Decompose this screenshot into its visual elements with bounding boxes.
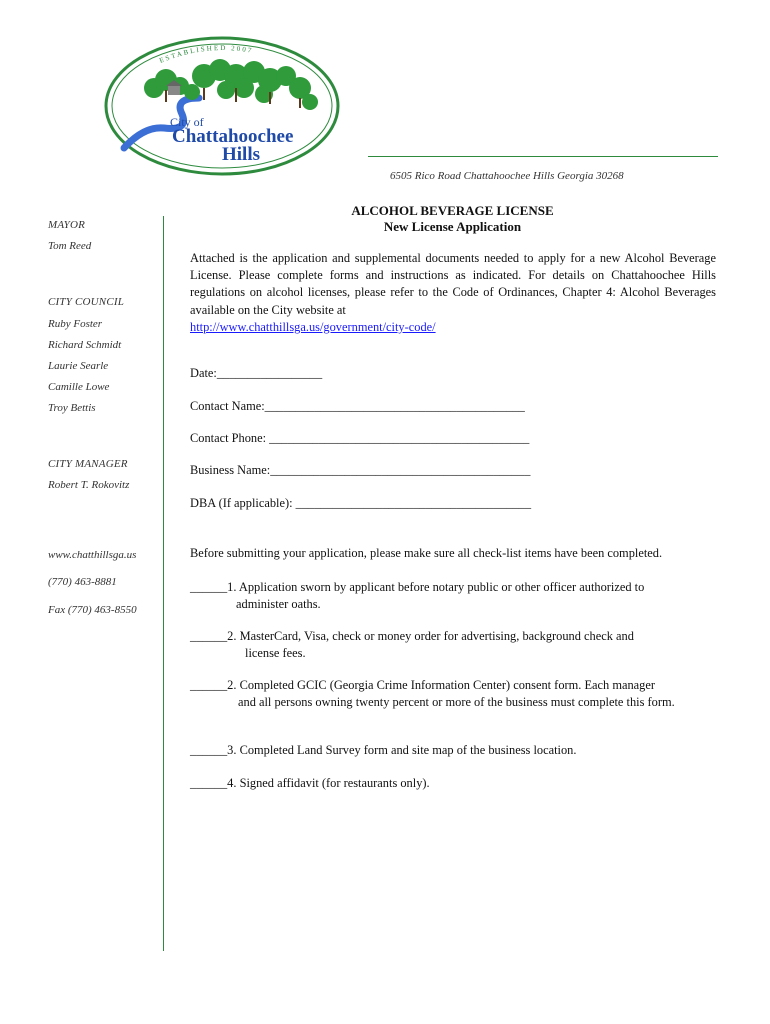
manager-heading: CITY MANAGER — [48, 458, 128, 470]
checklist-intro: Before submitting your application, please make sure all check-list items have been completed. — [190, 546, 663, 560]
council-member: Troy Bettis — [48, 402, 96, 414]
intro-paragraph — [190, 250, 716, 336]
council-member: Richard Schmidt — [48, 339, 122, 351]
checklist-item-text: ______2. MasterCard, Visa, check or money order for advertising, background check and — [190, 629, 634, 643]
checklist-item — [190, 775, 716, 792]
mayor-name: Tom Reed — [48, 240, 92, 252]
checklist-item — [190, 628, 716, 661]
business-name-field[interactable]: Business Name:__________________________________________ — [190, 463, 531, 477]
checklist-item-cont: license fees. — [245, 645, 306, 660]
manager-name: Robert T. Rokovitz — [48, 479, 130, 491]
contact-name-field[interactable]: Contact Name:__________________________________________ — [190, 399, 525, 413]
logo-city-of: City of — [170, 115, 204, 129]
checklist-item-text: ______3. Completed Land Survey form and site map of the business location. — [190, 743, 577, 757]
intro-text: Attached is the application and supplemental documents needed to apply for a new Alcohol Beverage License. Please complete forms and instructions as indicated. For details on Chattahoochee Hills regulations on alcohol licenses, please refer to the Code of Ordinances, Chapter 4: Alcohol Beverages available on the City website at — [190, 251, 716, 317]
city-address: 6505 Rico Road Chattahoochee Hills Georgia 30268 — [390, 170, 624, 182]
logo-name-line1: Chattahoochee — [172, 126, 294, 147]
checklist-item-cont: and all persons owning twenty percent or more of the business must complete this form. — [238, 694, 675, 709]
checklist-item-text: ______1. Application sworn by applicant before notary public or other officer authorized to — [190, 580, 645, 594]
logo-name-line2: Hills — [222, 144, 261, 165]
dba-field[interactable]: DBA (If applicable): ______________________________________ — [190, 496, 532, 510]
contact-phone-field[interactable]: Contact Phone: __________________________________________ — [190, 431, 530, 445]
document-title: ALCOHOL BEVERAGE LICENSE — [351, 203, 554, 218]
checklist-item-cont: administer oaths. — [236, 596, 321, 611]
mayor-heading: MAYOR — [48, 219, 86, 231]
date-field[interactable]: Date:_________________ — [190, 366, 323, 380]
city-website[interactable]: www.chatthillsga.us — [48, 549, 137, 561]
city-logo — [104, 36, 340, 176]
city-code-link[interactable]: http://www.chatthillsga.us/government/city-code/ — [190, 319, 436, 334]
city-fax: Fax (770) 463-8550 — [48, 604, 137, 616]
council-heading: CITY COUNCIL — [48, 296, 125, 308]
council-member: Camille Lowe — [48, 381, 110, 393]
sidebar-divider — [163, 216, 164, 951]
council-member: Ruby Foster — [48, 318, 103, 330]
checklist-item-text: ______4. Signed affidavit (for restaurants only). — [190, 776, 430, 790]
checklist-item — [190, 579, 716, 612]
checklist-item — [190, 677, 716, 710]
checklist-item — [190, 742, 716, 759]
header-rule — [368, 156, 718, 157]
checklist-item-text: ______2. Completed GCIC (Georgia Crime Information Center) consent form. Each manager — [190, 678, 655, 692]
logo-arc-text: ESTABLISHED 2007 — [158, 43, 254, 65]
council-member: Laurie Searle — [48, 360, 109, 372]
document-subtitle: New License Application — [383, 219, 522, 234]
city-phone: (770) 463-8881 — [48, 576, 117, 588]
